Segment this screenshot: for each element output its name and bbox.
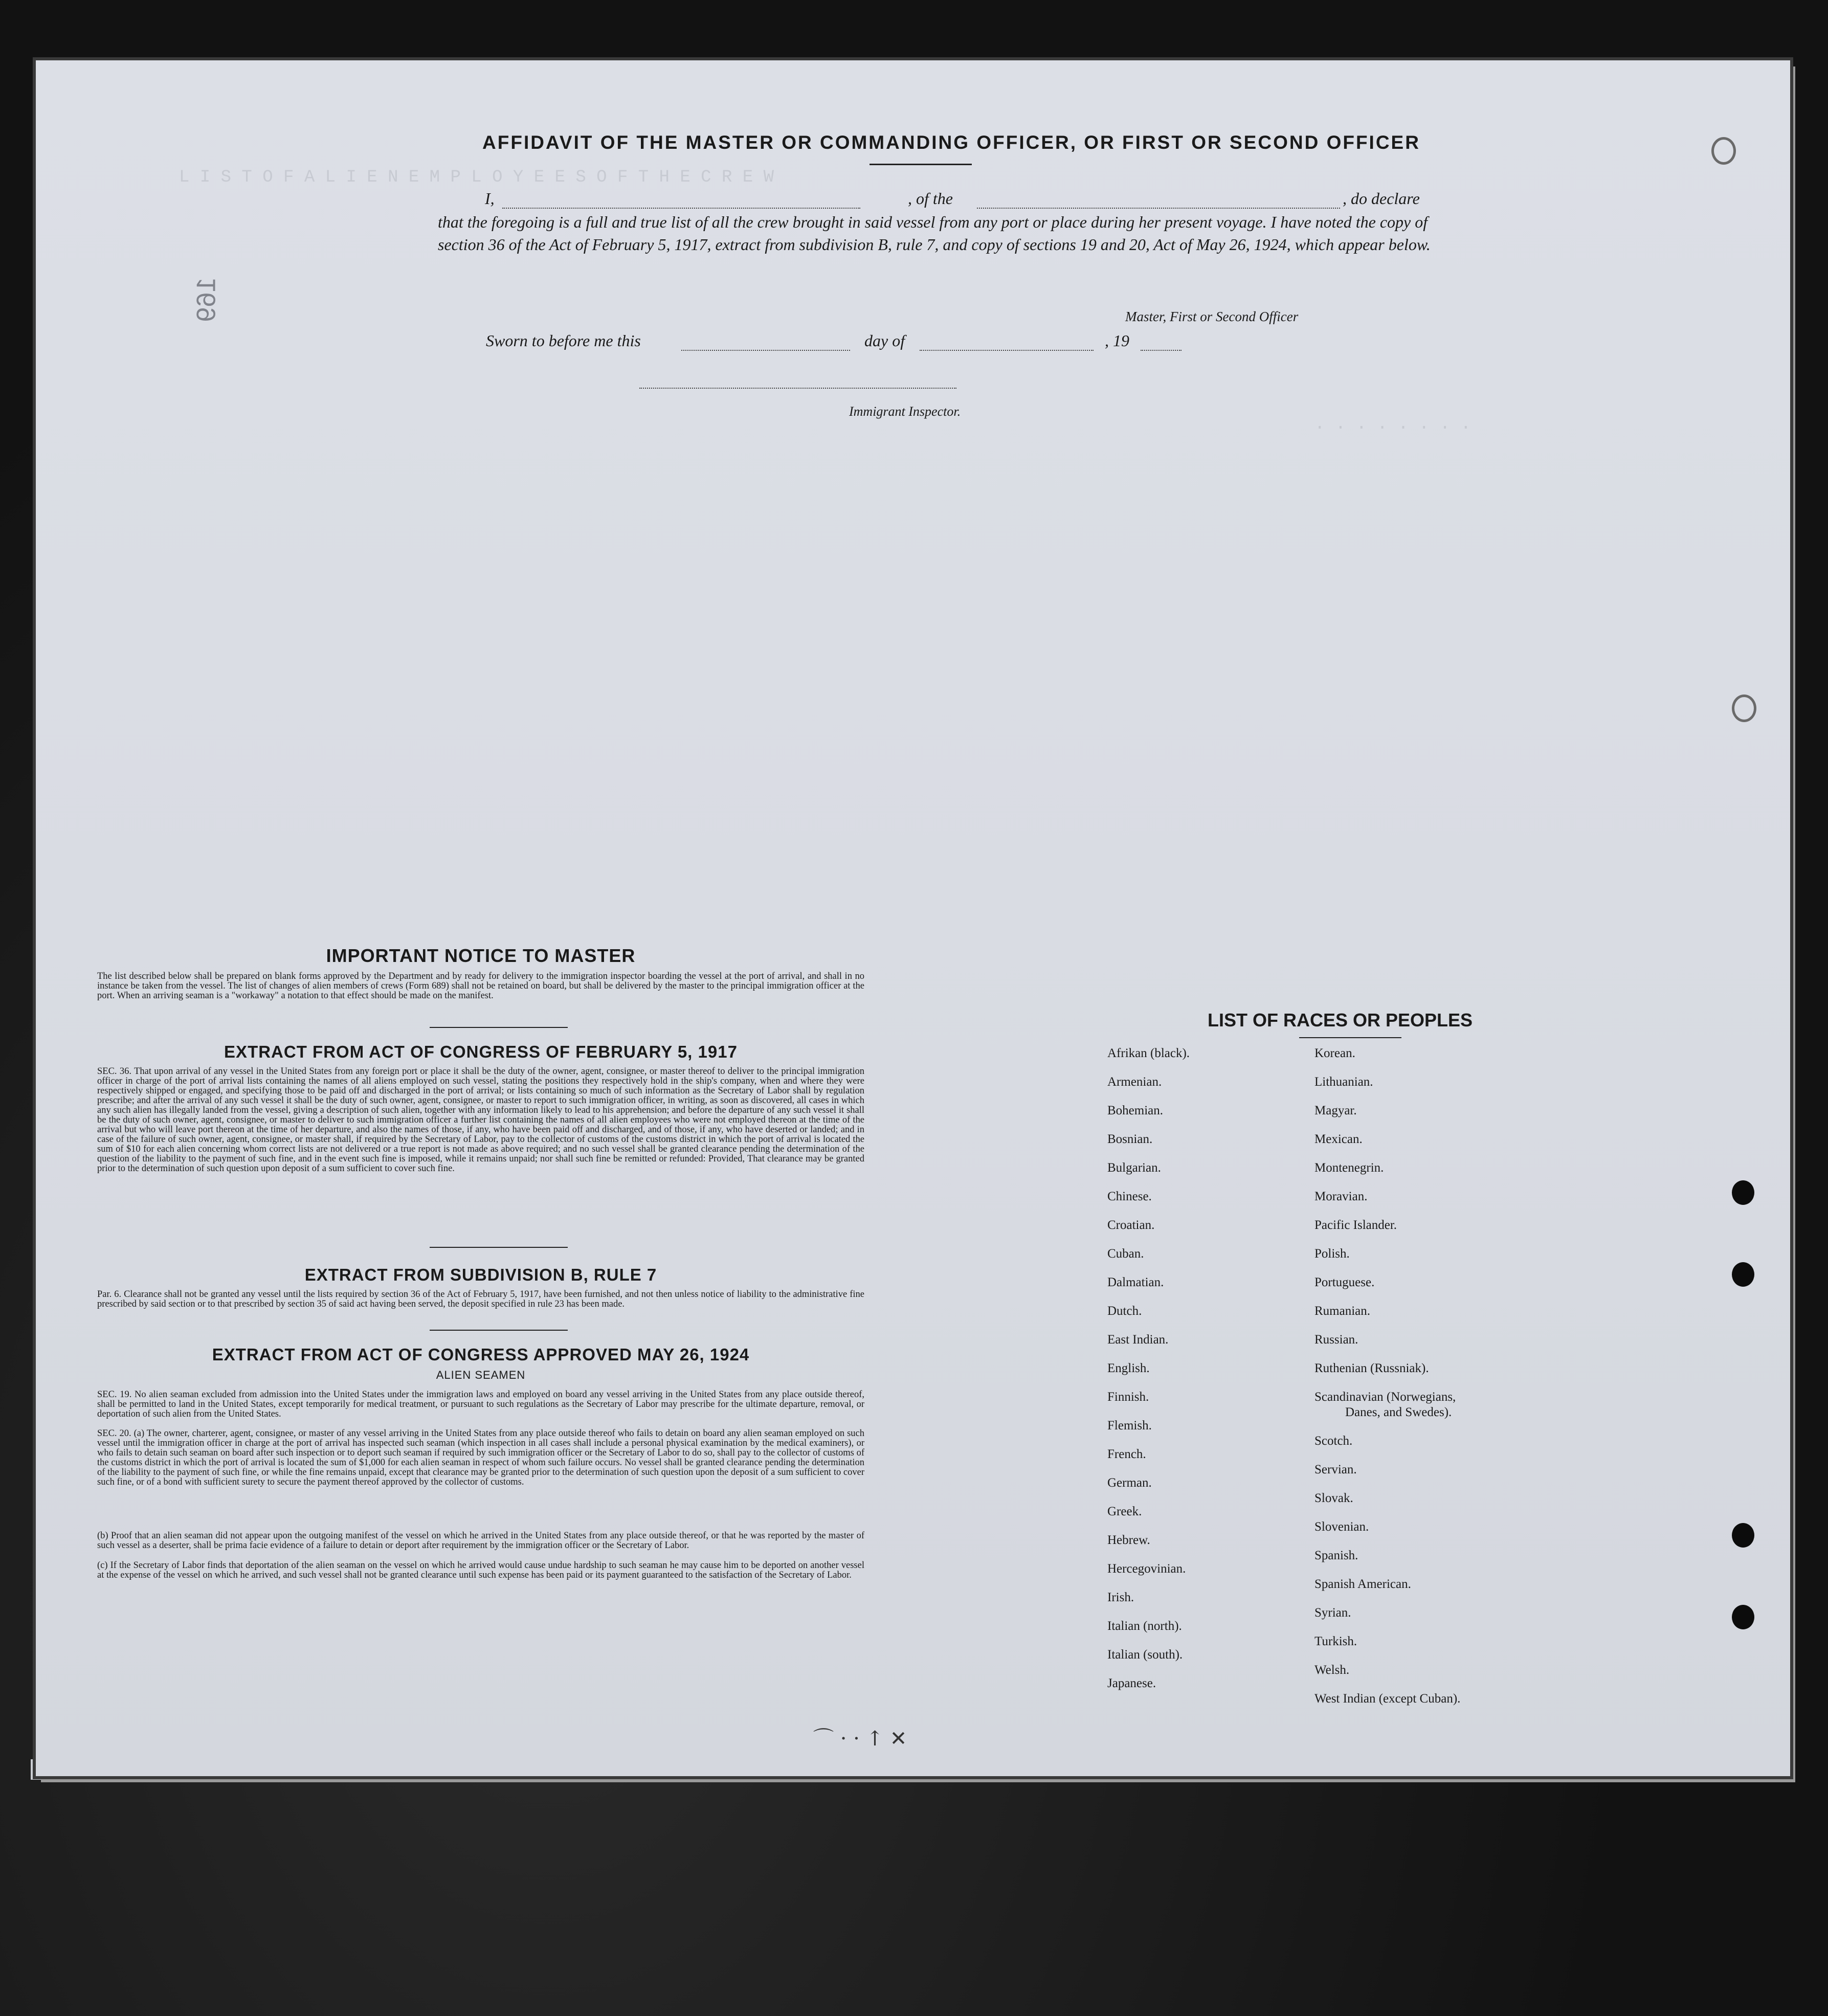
race-item: Chinese.: [1107, 1190, 1152, 1203]
divider: [430, 1027, 568, 1028]
race-item: Syrian.: [1314, 1606, 1351, 1620]
race-item: Korean.: [1314, 1046, 1355, 1060]
inspector-label: Immigrant Inspector.: [849, 404, 961, 419]
name-field[interactable]: [502, 208, 860, 209]
race-item: East Indian.: [1107, 1333, 1169, 1347]
race-item: Mexican.: [1314, 1132, 1363, 1146]
bleed-through-text: L I S T O F A L I E N E M P L O Y E E S O F T H E C R E W: [179, 168, 774, 187]
race-item: Armenian.: [1107, 1075, 1162, 1089]
race-item: Italian (south).: [1107, 1648, 1183, 1662]
race-item: Turkish.: [1314, 1634, 1357, 1648]
race-item: Flemish.: [1107, 1419, 1152, 1432]
race-item: Russian.: [1314, 1333, 1358, 1347]
sworn-label: Sworn to before me this: [486, 331, 641, 350]
affidavit-body: that the foregoing is a full and true list of all the crew brought in said vessel from any port or place during her present voyage. I have noted the copy of section 36 of the Act of February 5, 1917, extract from subdivision B, rule 7, and copy of sections 19 and 20, Act of May 26, 1924, which appear below.: [438, 213, 1431, 254]
handwritten-mark: ⌒ · · ↑ ✕: [813, 1727, 907, 1751]
race-item: Dalmatian.: [1107, 1275, 1164, 1289]
year-label: , 19: [1105, 331, 1129, 350]
divider: [430, 1247, 568, 1248]
race-item: Finnish.: [1107, 1390, 1149, 1404]
title-underline: [870, 164, 972, 165]
race-item: Rumanian.: [1314, 1304, 1371, 1318]
race-item: Ruthenian (Russniak).: [1314, 1361, 1429, 1375]
sec20c-text: (c) If the Secretary of Labor finds that deportation of the alien seaman on the vessel on which he arrived would cause undue hardship to such seaman he may cause him to be deported on another vessel at the expense of the vessel on which he arrived, and such vessel shall not be granted clearance until such expense has been paid or its payment guaranteed to the satisfaction of the Secretary of Labor.: [97, 1560, 864, 1580]
race-item: Bosnian.: [1107, 1132, 1153, 1146]
race-item: Scotch.: [1314, 1434, 1353, 1448]
stamp-number: 169: [191, 277, 221, 322]
race-item: Scandinavian (Norwegians,: [1314, 1390, 1456, 1404]
race-item: Polish.: [1314, 1247, 1350, 1261]
notice-text: The list described below shall be prepared on blank forms approved by the Department and by ready for delivery to the immigration inspector boarding the vessel at the port of arrival, and shall in no instance be taken from the vessel. The list of changes of alien members of crews (Form 689) shall not be retained on board, but shall be delivered by the master to the principal immigration officer at the port. When an arriving seaman is a "workaway" a notation to that effect should be made on the manifest.: [97, 971, 864, 1001]
race-item: Hercegovinian.: [1107, 1562, 1186, 1576]
extract-1917-text: SEC. 36. That upon arrival of any vessel in the United States from any foreign port or place it shall be the duty of the owner, agent, consignee, or master thereof to deliver to the principal immigration officer in charge of the port of arrival lists containing the names of all aliens employed on such vessel, stating the positions they respectively hold in the ship's company, when and where they were respectively shipped or engaged, and specifying those to be paid off and discharged in the port of arrival; or lists containing so much of such information as the Secretary of Labor shall by regulation prescribe; and after the arrival of any such vessel it shall be the duty of such owner, agent, consignee, or master to report to such immigration officer, in writing, as soon as discovered, all cases in which any such alien has illegally landed from the vessel, giving a description of such alien, together with any information likely to lead to his apprehension; and before the departure of any such vessel it shall be the duty of such owner, agent, consignee, or master to deliver to such immigration officer a further list containing the names of all alien employees who were not employed thereon at the time of the arrival but who will leave port thereon at the time of her departure, and also the names of those, if any, who have been paid off and discharged, and of those, if any, who have deserted or landed; and in case of the failure of such owner, agent, consignee, or master shall, if required by the Secretary of Labor, pay to the collector of customs of the customs district in which the port of arrival is located the sum of $10 for each alien concerning whom correct lists are not delivered or a true report is not made as above required; and no such vessel shall be granted clearance pending the determination of the question of the liability to the payment of such fine, and in the event such fine is imposed, while it remains unpaid; nor shall such fine be remitted or refunded: Provided, That clearance may be granted prior to the determination of such question upon deposit of a sum sufficient to cover such fine.: [97, 1066, 864, 1174]
race-item: Bohemian.: [1107, 1104, 1164, 1117]
race-item: English.: [1107, 1361, 1150, 1375]
punch-hole-icon: [1732, 1605, 1754, 1629]
race-item: Servian.: [1314, 1463, 1357, 1476]
binder-ring-icon: [1711, 137, 1736, 165]
races-underline: [1299, 1037, 1401, 1038]
race-item: Portuguese.: [1314, 1275, 1375, 1289]
race-item: Croatian.: [1107, 1218, 1155, 1232]
inspector-signature-field[interactable]: [639, 388, 956, 389]
sec20a-text: SEC. 20. (a) The owner, charterer, agent, consignee, or master of any vessel arriving in the United States from any place outside thereof who fails to detain on board any alien seaman employed on such vessel until the immigration officer in charge at the port of arrival has inspected such seaman (which inspection in all cases shall include a personal physical examination by the medical examiners), or who fails to detain such seaman on board after such inspection or to deport such seaman if required by such immigration officer or the Secretary of Labor to do so, shall pay to the collector of customs of the customs district in which the port of arrival is located the sum of $1,000 for each alien seaman in respect of whom such failure occurs. No vessel shall be granted clearance pending the determination of the liability to the payment of such fine, or while the fine remains unpaid, except that clearance may be granted prior to the determination of such question upon the deposit of a sum sufficient to cover such fine, or of a bond with sufficient surety to secure the payment thereof approved by the collector of customs.: [97, 1428, 864, 1487]
race-item: Afrikan (black).: [1107, 1046, 1190, 1060]
race-item: Danes, and Swedes).: [1345, 1405, 1452, 1419]
sworn-month-field[interactable]: [920, 350, 1094, 351]
document-page: [36, 60, 1790, 1776]
race-item: Moravian.: [1314, 1190, 1368, 1203]
race-item: West Indian (except Cuban).: [1314, 1692, 1461, 1706]
affidavit-title: AFFIDAVIT OF THE MASTER OR COMMANDING OFFICER, OR FIRST OR SECOND OFFICER: [482, 132, 1420, 153]
race-item: Spanish.: [1314, 1549, 1358, 1562]
divider: [430, 1330, 568, 1331]
race-item: Irish.: [1107, 1591, 1134, 1604]
punch-hole-icon: [1732, 1262, 1754, 1287]
races-title: LIST OF RACES OR PEOPLES: [1207, 1010, 1473, 1031]
race-item: Welsh.: [1314, 1663, 1350, 1677]
punch-hole-icon: [1732, 1180, 1754, 1205]
race-item: Hebrew.: [1107, 1533, 1150, 1547]
race-item: Lithuanian.: [1314, 1075, 1373, 1089]
race-item: Pacific Islander.: [1314, 1218, 1397, 1232]
sworn-day-field[interactable]: [681, 350, 850, 351]
affidavit-of-the: , of the: [908, 189, 953, 208]
extract-1924-title: EXTRACT FROM ACT OF CONGRESS APPROVED MAY 26, 1924: [212, 1345, 750, 1364]
race-item: Slovenian.: [1314, 1520, 1369, 1534]
race-item: Greek.: [1107, 1505, 1142, 1518]
sec20b-text: (b) Proof that an alien seaman did not appear upon the outgoing manifest of the vessel on which he arrived in the United States from any place outside thereof, or that he was reported by the master of such vessel as a deserter, shall be prima facie evidence of a failure to detain or deport after requirement by the immigration officer or the Secretary of Labor.: [97, 1531, 864, 1551]
alien-seamen-subtitle: ALIEN SEAMEN: [436, 1369, 526, 1381]
bleed-through-text: · · · · · · · ·: [1314, 418, 1472, 438]
affidavit-declare: , do declare: [1343, 189, 1420, 208]
race-item: Bulgarian.: [1107, 1161, 1161, 1175]
extract-rule7-title: EXTRACT FROM SUBDIVISION B, RULE 7: [304, 1265, 657, 1284]
extract-rule7-text: Par. 6. Clearance shall not be granted any vessel until the lists required by section 36 of the Act of February 5, 1917, have been furnished, and not then unless notice of liability to the administrative fine prescribed by said section or to that prescribed by section 35 of said act having been served, the deposit specified in rule 23 has been made.: [97, 1289, 864, 1309]
race-item: Cuban.: [1107, 1247, 1144, 1261]
race-item: Italian (north).: [1107, 1619, 1182, 1633]
race-item: Slovak.: [1314, 1491, 1353, 1505]
punch-hole-icon: [1732, 1523, 1754, 1548]
race-item: Dutch.: [1107, 1304, 1142, 1318]
signer-label: Master, First or Second Officer: [1125, 309, 1299, 324]
race-item: French.: [1107, 1447, 1146, 1461]
day-of-label: day of: [864, 331, 905, 350]
race-item: German.: [1107, 1476, 1152, 1490]
binder-ring-icon: [1732, 695, 1756, 722]
vessel-field[interactable]: [977, 208, 1340, 209]
affidavit-i: I,: [485, 189, 495, 208]
race-item: Japanese.: [1107, 1676, 1156, 1690]
race-item: Magyar.: [1314, 1104, 1357, 1117]
notice-title: IMPORTANT NOTICE TO MASTER: [326, 945, 636, 966]
race-item: Montenegrin.: [1314, 1161, 1384, 1175]
year-field[interactable]: [1141, 350, 1181, 351]
race-item: Spanish American.: [1314, 1577, 1411, 1591]
sec19-text: SEC. 19. No alien seaman excluded from admission into the United States under the immigration laws and employed on board any vessel arriving in the United States from any place outside thereof, shall be permitted to land in the United States, except temporarily for medical treatment, or pursuant to such regulations as the Secretary of Labor may prescribe for the ultimate departure, removal, or deportation of such alien from the United States.: [97, 1390, 864, 1419]
extract-1917-title: EXTRACT FROM ACT OF CONGRESS OF FEBRUARY 5, 1917: [224, 1042, 738, 1061]
